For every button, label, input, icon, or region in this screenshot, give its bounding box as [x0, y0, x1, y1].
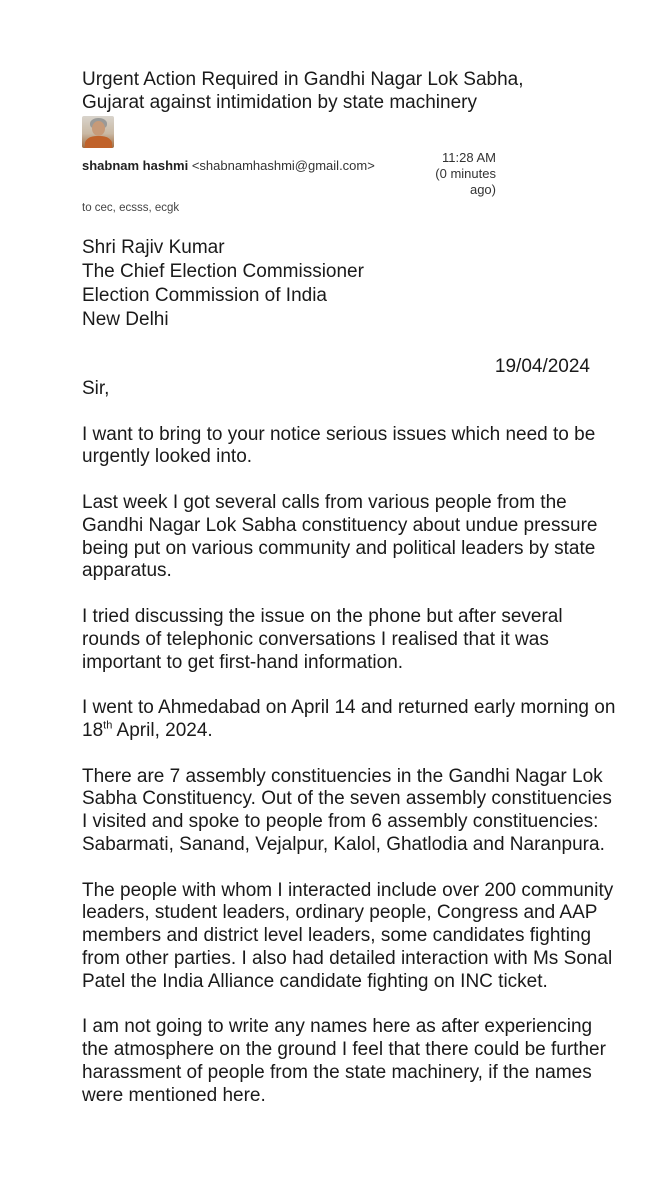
letter-date: 19/04/2024 [494, 356, 590, 377]
sender-line [82, 158, 375, 174]
body-paragraph: The people with whom I interacted include over 200 community leaders, student leaders, ordinary people, Congress and AAP members and district level leaders, some candidates fighting from other parties. I also had detailed interaction with Ms Sonal Patel the India Alliance candidate fighting on INC ticket. [82, 879, 614, 992]
address-line: New Delhi [82, 309, 169, 330]
body-paragraph: There are 7 assembly constituencies in the Gandhi Nagar Lok Sabha Constituency. Out of the seven assembly constituencies I visited and spoke to people from 6 assembly constituencies: Sabarmati, Sanand, Vejalpur, Kalol, Ghatlodia and Naranpura. [82, 765, 612, 855]
email-subject [82, 68, 602, 114]
body-paragraph: I want to bring to your notice serious issues which need to be urgently looked into. [82, 423, 596, 468]
sender-name: shabnam hashmi [82, 158, 189, 173]
salutation: Sir, [82, 378, 110, 399]
body-paragraph: I tried discussing the issue on the phone but after several rounds of telephonic conversations I realised that it was important to get first-hand information. [82, 605, 563, 673]
body-paragraph [82, 697, 622, 743]
timestamp [416, 150, 496, 198]
body-paragraph: I am not going to write any names here as after experiencing the atmosphere on the ground I feel that there could be further harassment of people from the state machinery, if the names were mentioned here. [82, 1016, 606, 1106]
sender-email: <shabnamhashmi@gmail.com> [191, 158, 375, 173]
address-block [82, 236, 364, 332]
timestamp-relative-2: ago) [469, 182, 496, 197]
address-line: Shri Rajiv Kumar [82, 237, 225, 258]
address-line: Election Commission of India [82, 285, 327, 306]
timestamp-relative-1: (0 minutes [435, 166, 496, 181]
sender-avatar [82, 116, 114, 148]
subject-line-1: Urgent Action Required in Gandhi Nagar Lok Sabha, [82, 69, 524, 90]
ordinal-suffix: th [103, 719, 113, 732]
body-paragraph: Last week I got several calls from various people from the Gandhi Nagar Lok Sabha constituency about undue pressure being put on various community and political leaders by state apparatus. [82, 491, 598, 582]
email-body [82, 378, 622, 1130]
address-line: The Chief Election Commissioner [82, 261, 364, 282]
recipients: to cec, ecsss, ecgk [82, 202, 180, 214]
body-text-segment: April, 2024. [112, 719, 213, 741]
timestamp-time: 11:28 AM [442, 150, 496, 165]
subject-line-2: Gujarat against intimidation by state machinery [82, 92, 477, 113]
body-text-segment: I went to Ahmedabad on April 14 and returned early morning on 18 [82, 697, 616, 741]
